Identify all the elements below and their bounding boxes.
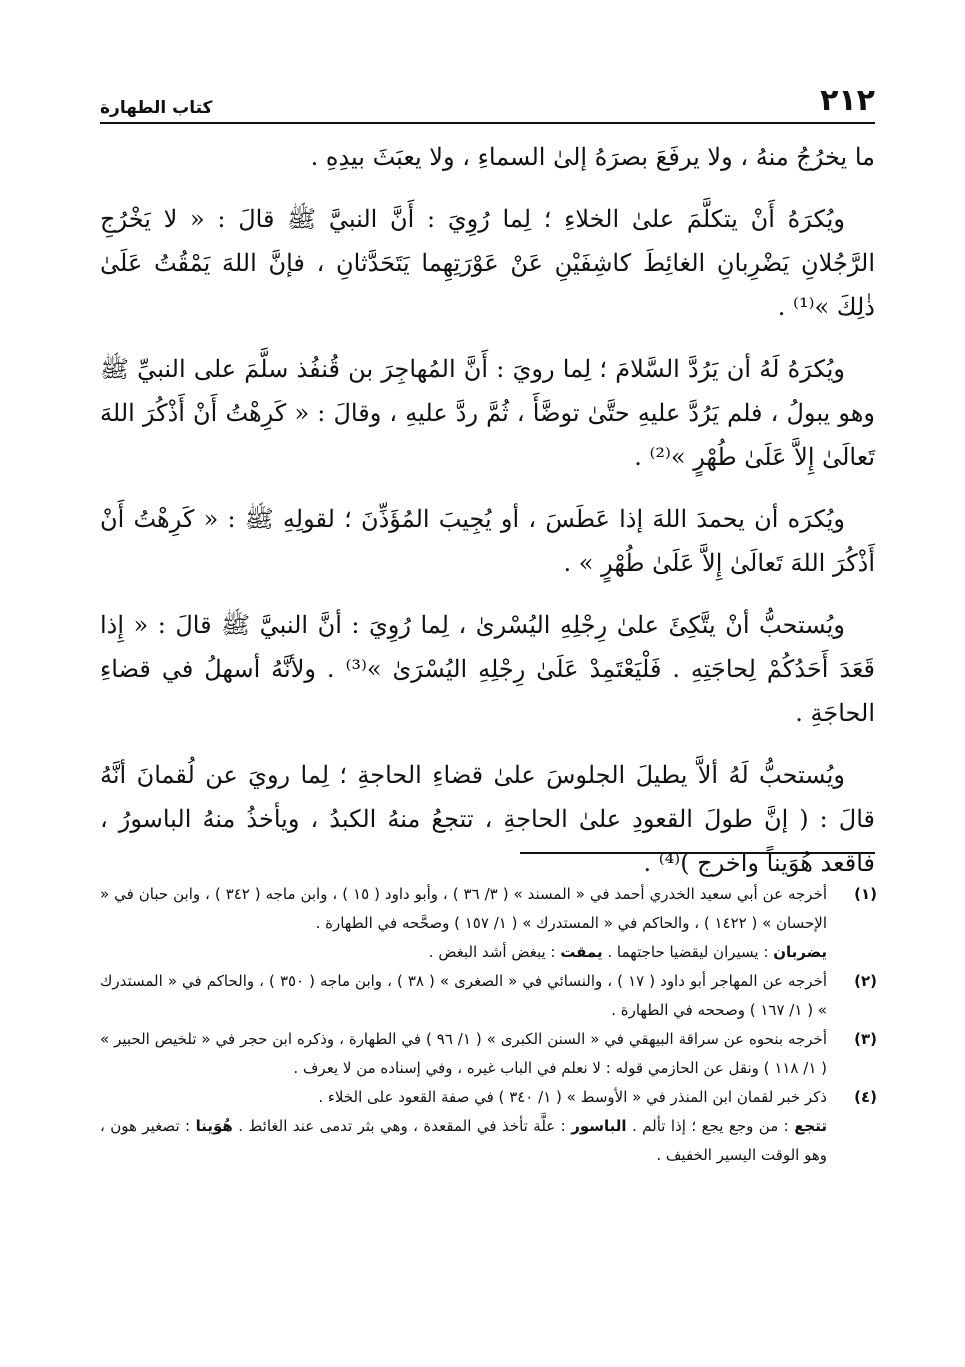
- footnote-separator: [520, 852, 875, 854]
- gloss-term: الباسور: [571, 1117, 627, 1135]
- footnotes: [100, 880, 877, 1170]
- footnote-text: أخرجه عن أبي سعيد الخدري أحمد في « المسند » ( ٣/ ٣٦ ) ، وأبو داود ( ١٥ ) ، وابن ماجه ( ٣٤٢ ) ، وابن حبان في « الإحسان » ( ١٤٢٢ ) ، والحاكم في « المستدرك » ( ١/ ١٥٧ ) وصحَّحه في الطهارة .: [100, 885, 828, 932]
- page-header: [100, 80, 875, 124]
- gloss-definition: : علَّة تأخذ في المقعدة ، وهي بثر تدمى عند الغائط .: [232, 1117, 572, 1135]
- footnote-4-gloss: [100, 1112, 877, 1170]
- gloss-term: تتجع: [794, 1117, 827, 1135]
- paragraph-2: ويُكرَهُ أَنْ يتكلَّمَ علىٰ الخلاءِ ؛ لِما رُوِيَ : أَنَّ النبيَّ ﷺ قالَ : « لا يَخْرُجِ الرَّجُلانِ يَضْرِبانِ الغائِطَ كاشِفَيْنِ عَنْ عَوْرَتِهِما يَتَحَدَّثانِ ، فإنَّ اللهَ يَمْقُتُ عَلَىٰ ذٰلِكَ »⁽¹⁾ .: [100, 205, 875, 321]
- running-title: كتاب الطهارة: [100, 98, 213, 118]
- footnote-1: [100, 880, 877, 938]
- paragraph-4: ويُكرَه أن يحمدَ اللهَ إذا عَطَسَ ، أو يُجِيبَ المُؤَذِّنَ ؛ لقولِهِ ﷺ : « كَرِهْتُ أَنْ أَذْكُرَ اللهَ تَعالَىٰ إِلاَّ عَلَىٰ طُهْرٍ » .: [100, 505, 875, 577]
- gloss-term: يمقت: [560, 943, 603, 961]
- footnote-3: [100, 1025, 877, 1083]
- page-number: ٢١٢: [820, 83, 875, 118]
- main-text: [100, 135, 875, 903]
- footnote-number: (١): [854, 885, 877, 903]
- paragraph-6: ويُستحبُّ لَهُ ألاَّ يطيلَ الجلوسَ علىٰ قضاءِ الحاجةِ ؛ لِما رويَ عن لُقمانَ أنَّهُ قالَ : ( إنَّ طولَ القعودِ علىٰ الحاجةِ ، تتجعُ منهُ الكبدُ ، ويأخذُ منهُ الباسورُ ، فاقعد هُوَيناً واخرج )⁽⁴⁾ .: [100, 761, 875, 877]
- gloss-definition: : يبغض أشد البغض .: [428, 943, 561, 961]
- footnote-text: أخرجه بنحوه عن سراقة البيهقي في « السنن الكبرى » ( ١/ ٩٦ ) في الطهارة ، وذكره ابن حجر في « تلخيص الحبير » ( ١/ ١١٨ ) ونقل عن الحازمي قوله : لا نعلم في الباب غيره ، وفي إسناده من لا يعرف .: [100, 1030, 827, 1077]
- gloss-definition: : من وجع يجع ؛ إذا تألم .: [626, 1117, 795, 1135]
- gloss-definition: : يسيران ليقضيا حاجتهما .: [602, 943, 774, 961]
- footnote-number: (٣): [854, 1030, 877, 1048]
- gloss-term: يضربان: [773, 943, 827, 961]
- footnote-number: (٤): [854, 1088, 877, 1106]
- paragraph-3: ويُكرَهُ لَهُ أن يَرُدَّ السَّلامَ ؛ لِما رويَ : أَنَّ المُهاجِرَ بن قُنفُذ سلَّمَ على النبيِّ ﷺ وهو يبولُ ، فلم يَرُدَّ عليهِ حتَّىٰ توضَّأَ ، ثُمَّ ردَّ عليهِ ، وقالَ : « كَرِهْتُ أَنْ أَذْكُرَ اللهَ تَعالَىٰ إِلاَّ عَلَىٰ طُهْرٍ »⁽²⁾ .: [100, 355, 876, 471]
- footnote-number: (٢): [854, 972, 877, 990]
- footnote-text: ذكر خبر لقمان ابن المنذر في « الأوسط » ( ١/ ٣٤٠ ) في صفة القعود على الخلاء .: [318, 1088, 827, 1106]
- footnote-text: أخرجه عن المهاجر أبو داود ( ١٧ ) ، والنسائي في « الصغرى » ( ٣٨ ) ، وابن ماجه ( ٣٥٠ ) ، والحاكم في « المستدرك » ( ١/ ١٦٧ ) وصححه في الطهارة .: [100, 972, 828, 1019]
- footnote-2: [100, 967, 877, 1025]
- footnote-1-gloss: [100, 938, 877, 967]
- paragraph-5: ويُستحبُّ أنْ يتَّكِئَ علىٰ رِجْلِهِ اليُسْرىٰ ، لِما رُوِيَ : أنَّ النبيَّ ﷺ قالَ : « إِذا قَعَدَ أَحَدُكُمْ لِحاجَتِهِ . فَلْيَعْتَمِدْ عَلَىٰ رِجْلِهِ اليُسْرَىٰ »⁽³⁾ . ولأنَّهُ أسهلُ في قضاءِ الحاجَةِ .: [100, 611, 875, 727]
- gloss-term: هُوَينا: [195, 1117, 233, 1135]
- gloss-definition: : تصغير هون ، وهو الوقت اليسير الخفيف .: [100, 1117, 827, 1164]
- footnote-4: [100, 1083, 877, 1112]
- paragraph-1: ما يخرُجُ منهُ ، ولا يرفَعَ بصرَهُ إلىٰ السماءِ ، ولا يعبَثَ بيدِهِ .: [310, 143, 875, 171]
